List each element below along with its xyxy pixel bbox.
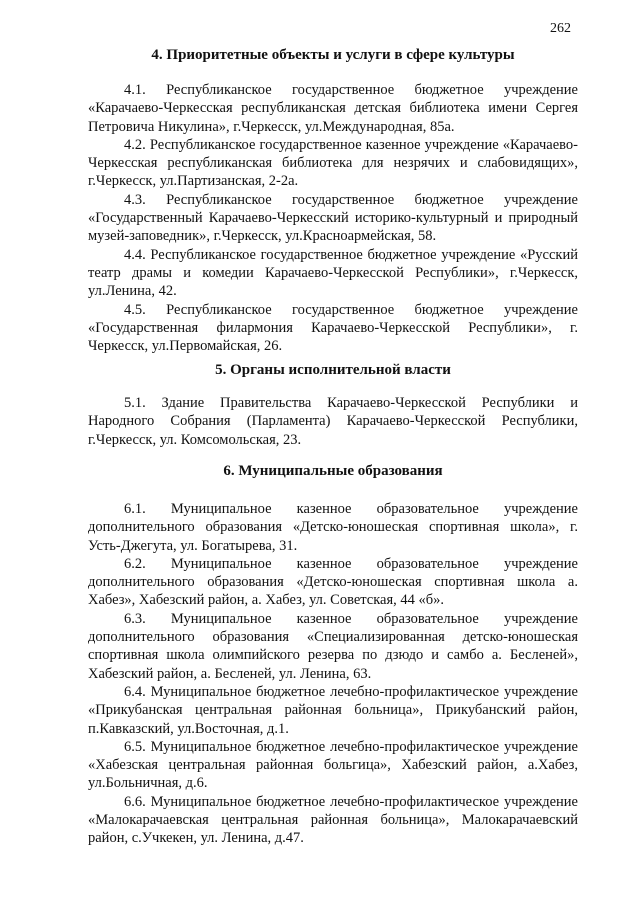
list-item: 4.4. Республиканское государственное бюджетное учреждение «Русский театр драмы и комедии Карачаево-Черкесской Республики», г.Черкесск, ул.Ленина, 42. bbox=[88, 246, 578, 300]
list-item: 5.1. Здание Правительства Карачаево-Черкесской Республики и Народного Собрания (Парламента) Карачаево-Черкесской Республики, г.Черкесск, ул. Комсомольская, 23. bbox=[88, 395, 578, 448]
list-item: 6.6. Муниципальное бюджетное лечебно-профилактическое учреждение «Малокарачаевская центральная районная больница», Малокарачаевский район, с.Учкекен, ул. Ленина, д.47. bbox=[88, 793, 578, 847]
section-items bbox=[88, 500, 578, 848]
list-item: 4.1. Республиканское государственное бюджетное учреждение «Карачаево-Черкесская республиканская детская библиотека имени Сергея Петровича Никулина», г.Черкесск, ул.Международная, 85а. bbox=[88, 82, 578, 135]
section-heading: 4. Приоритетные объекты и услуги в сфере культуры bbox=[151, 47, 515, 63]
section-items bbox=[88, 81, 578, 355]
list-item: 6.2. Муниципальное казенное образовательное учреждение дополнительного образования «Детско-юношеская спортивная школа а. Хабез», Хабезский район, а. Хабез, ул. Советская, 44 «б». bbox=[88, 555, 578, 609]
list-item: 6.5. Муниципальное бюджетное лечебно-профилактическое учреждение «Хабезская центральная районная больгица», Хабезский район, а.Хабез, ул.Больничная, д.6. bbox=[88, 738, 578, 792]
list-item: 4.5. Республиканское государственное бюджетное учреждение «Государственная филармония Карачаево-Черкесской Республики», г. Черкесск, ул.Первомайская, 26. bbox=[88, 301, 578, 355]
section-executive bbox=[88, 361, 578, 449]
list-item: 4.3. Республиканское государственное бюджетное учреждение «Государственный Карачаево-Черкесский историко-культурный и природный музей-заповедник», г.Черкесск, ул.Красноармейская, 58. bbox=[88, 191, 578, 245]
section-municipal bbox=[88, 462, 578, 848]
list-item: 6.3. Муниципальное казенное образовательное учреждение дополнительного образования «Специализированная детско-юношеская спортивная школа олимпийского резерва по дзюдо и самбо а. Бесленей», Хабезский район, а. Бесленей, ул. Ленина, 63. bbox=[88, 610, 578, 682]
list-item: 6.1. Муниципальное казенное образовательное учреждение дополнительного образования «Детско-юношеская спортивная школа», г. Усть-Джегута, ул. Богатырева, 31. bbox=[88, 501, 578, 554]
section-heading: 5. Органы исполнительной власти bbox=[215, 362, 451, 378]
section-heading: 6. Муниципальные образования bbox=[223, 463, 443, 479]
page-number: 262 bbox=[550, 21, 571, 36]
section-culture bbox=[88, 46, 578, 355]
section-items bbox=[88, 394, 578, 449]
list-item: 6.4. Муниципальное бюджетное лечебно-профилактическое учреждение «Прикубанская центральная районная больница», Прикубанский район, п.Кавказский, ул.Восточная, д.1. bbox=[88, 683, 578, 737]
list-item: 4.2. Республиканское государственное казенное учреждение «Карачаево-Черкесская республиканская библиотека для незрячих и слабовидящих», г.Черкесск, ул.Партизанская, 2-2а. bbox=[88, 136, 578, 190]
